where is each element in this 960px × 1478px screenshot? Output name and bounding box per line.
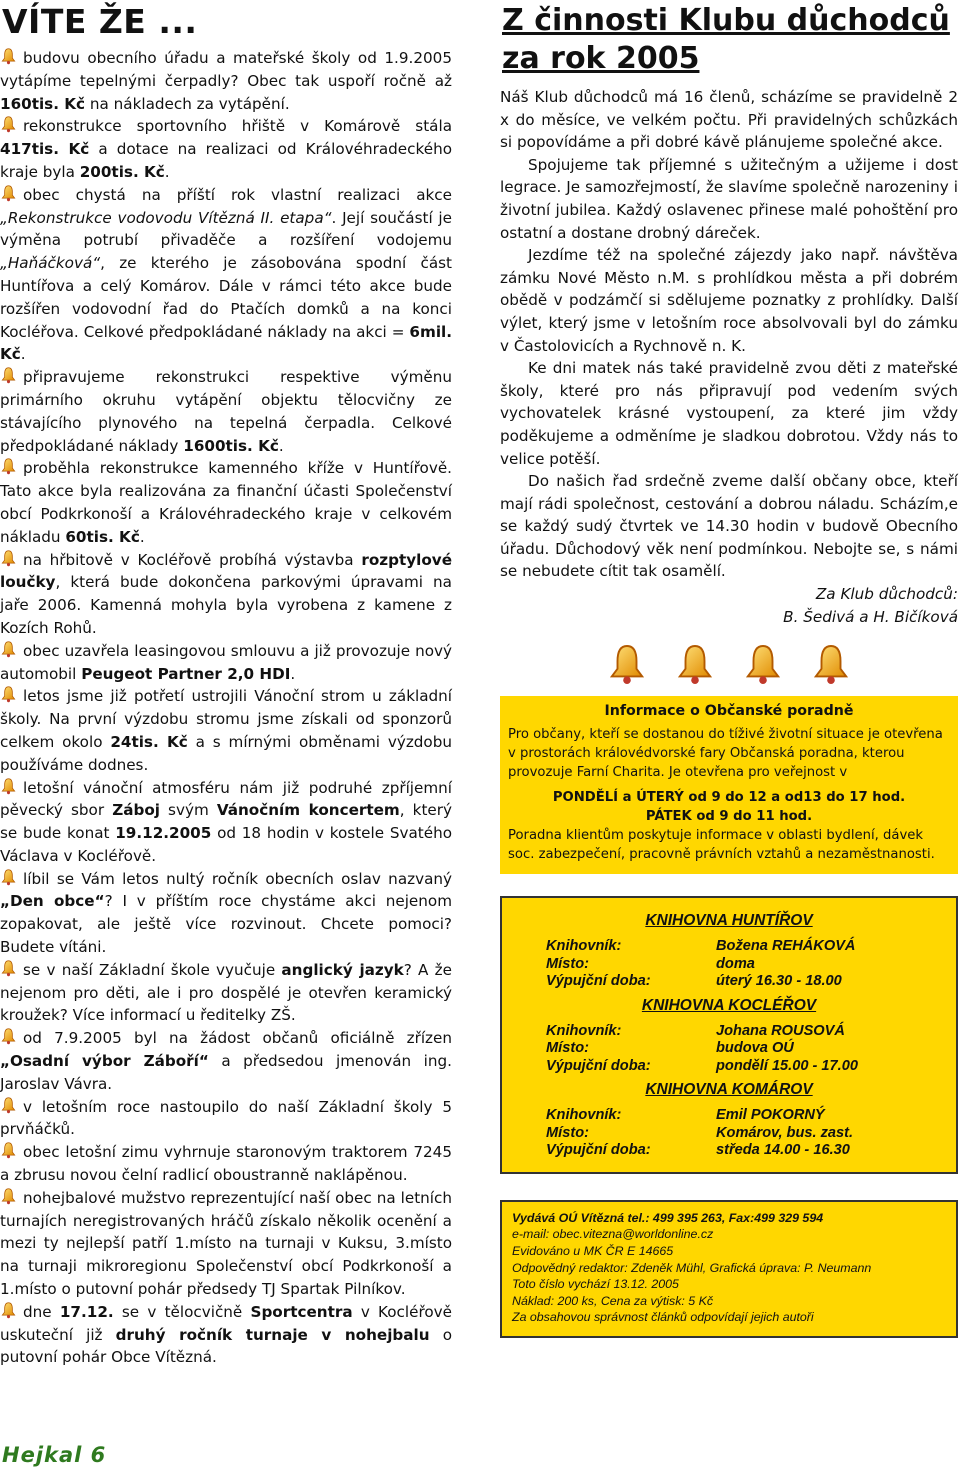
news-item-text: proběhla rekonstrukce kamenného kříže v Huntířově. Tato akce byla realizována za finanční účasti Společenství obcí Podkrkonoší a Královéhradeckého kraje v celkovém nákladu — [0, 459, 452, 546]
klub-signature-line-1: Za Klub důchodců: — [815, 585, 958, 604]
knihovna-table — [546, 1023, 858, 1076]
news-item-text: líbil se Vám letos nultý ročník obecních oslav nazvaný — [23, 869, 452, 888]
klub-paragraph-1: Náš Klub důchodců má 16 členů, scházíme se pravidelně 2 x do měsíce, ve velkém počtu. Při pravidelných schůzkách si popovídáme a při dobré kávě plánujeme společné akce. — [500, 88, 958, 152]
klub-paragraph-2: Spojujeme tak příjemné s užitečným a užijeme i dost legrace. Je samozřejmostí, že slavíme společně narozeniny i životní jubilea. Každý oslavenec přinese malé pohoštění pro ostatní a dostane drobný dáreček. — [500, 155, 958, 242]
knihovna-label: Místo: — [546, 1124, 589, 1141]
news-item-highlight: 19.12.2005 — [115, 824, 212, 843]
news-item-highlight: 17.12. — [59, 1302, 114, 1321]
news-item-highlight: Sportcentra — [250, 1302, 353, 1321]
news-item-text: dne — [23, 1302, 60, 1321]
bell-icon — [0, 185, 17, 202]
news-item — [0, 1096, 452, 1142]
knihovna-row — [546, 956, 855, 974]
knihovna-value: Emil POKORNÝ — [716, 1107, 825, 1124]
news-item-text: nohejbalové mužstvo reprezentující naší obec na letních turnajích neregistrovaných hráčů získalo několik ocenění a mezi ty nejlepší patří 1.místo na turnaji v Kuksu, 3.místo na turnaji mikroregionu Společenství obcí Podkrkonoší a 1.místo o putovní pohár předsedy TJ Spartak Pilníkov. — [0, 1188, 452, 1299]
news-item — [0, 1141, 452, 1187]
news-item-highlight: „Rekonstrukce vodovodu Vítězná II. etapa“ — [0, 208, 332, 227]
news-item-text: . — [278, 436, 284, 455]
knihovna-label: Knihovník: — [546, 1022, 622, 1039]
knihovna-label: Výpujční doba: — [546, 1142, 651, 1159]
knihovna-label: Místo: — [546, 955, 589, 972]
bell-icon — [608, 642, 646, 688]
news-item-text: , ze kterého je zásobována spodní část Huntířova a celý Komárov. Dále v rámci této akce bude rozšířen vodovodní řad do Ptačích domků a na konci Kocléřova. Celkové předpokládané náklady na akci = — [0, 254, 452, 341]
news-item-highlight: 160tis. Kč — [0, 94, 86, 113]
knihovna-label: Knihovník: — [546, 1107, 622, 1124]
bell-icon — [0, 778, 17, 795]
news-item-text: na nákladech za vytápění. — [85, 94, 290, 113]
news-item-text: svým — [159, 801, 217, 820]
poradna-title: Informace o Občanské poradně — [604, 703, 854, 720]
klub-title: Z činnosti Klubu důchodců za rok 2005 — [502, 3, 950, 76]
knihovna-label: Výpujční doba: — [546, 973, 651, 990]
knihovna-row — [546, 938, 855, 956]
news-item-highlight: „Osadní výbor Záboří“ — [0, 1052, 209, 1071]
poradna-hours-1: PONDĚLÍ a ÚTERÝ od 9 do 12 a od13 do 17 hod. — [552, 790, 906, 806]
imprint-line: Vydává OÚ Vítězná tel.: 499 395 263, Fax:499 329 594 — [512, 1210, 824, 1225]
news-item-text: a s mírnými obměnami výzdobu používáme dodnes. — [0, 732, 452, 774]
news-item-highlight: Záboj — [112, 801, 160, 820]
news-item — [0, 1027, 452, 1095]
news-item — [0, 1187, 452, 1301]
news-item-highlight: anglický jazyk — [281, 960, 404, 979]
poradna-hours-2: PÁTEK od 9 do 11 hod. — [645, 809, 813, 825]
bell-icon — [676, 642, 714, 688]
imprint-line: Odpovědný redaktor: Zdeněk Mühl, Grafická úprava: P. Neumann — [512, 1260, 872, 1275]
news-item-highlight: 1600tis. Kč — [183, 436, 279, 455]
knihovny-box — [500, 896, 958, 1174]
bell-icon — [744, 642, 782, 688]
knihovna-value: středa 14.00 - 16.30 — [716, 1142, 850, 1159]
bell-icon — [0, 641, 17, 658]
knihovna-row — [546, 973, 855, 991]
left-column — [0, 0, 452, 1369]
knihovna-table — [546, 938, 855, 991]
bell-icon — [812, 642, 850, 688]
news-item-text: . — [20, 345, 26, 364]
news-item — [0, 685, 452, 776]
knihovna-value: doma — [716, 955, 755, 972]
news-item-text: . — [139, 527, 145, 546]
news-item-text: . — [164, 162, 170, 181]
news-item-text: letos jsme již potřetí ustrojili Vánoční strom u základní školy. Na první výzdobu stromu jsme získali od sponzorů celkem okolo — [0, 687, 452, 751]
footer-page-label: Hejkal 6 — [2, 1443, 107, 1467]
news-item-text: obec letošní zimu vyhrnuje staronovým traktorem 7245 a zbrusu novou čelní radlicí oboustranně naklápěnou. — [0, 1143, 452, 1185]
news-item-text: a dotace na realizaci od Královéhradeckého kraje byla — [0, 140, 452, 181]
news-item — [0, 959, 452, 1027]
news-item-text: od 7.9.2005 byl na žádost občanů oficiálně zřízen — [23, 1029, 452, 1048]
news-item — [0, 115, 452, 183]
bell-icon — [0, 1028, 17, 1045]
poradna-text-2: Poradna klientům poskytuje informace v oblasti bydlení, dávek soc. zabezpečení, pracovně právních vztahů a nezaměstnanosti. — [508, 828, 935, 863]
poradna-text-1: Pro občany, kteří se dostanou do tíživé životní situace je otevřena v prostorách královédvorské fary Občanská poradna, kterou provozuje Farní Charita. Je otevřena pro veřejnost v — [508, 727, 943, 781]
knihovna-title: KNIHOVNA HUNTÍŘOV — [645, 912, 813, 930]
knihovna-row — [546, 1040, 858, 1058]
news-item-highlight: 24tis. Kč — [110, 732, 188, 751]
news-item — [0, 868, 452, 959]
knihovna-title: KNIHOVNA KOMÁROV — [645, 1081, 813, 1099]
bell-icon — [0, 869, 17, 886]
bell-icon — [0, 458, 17, 475]
bell-icon — [0, 1302, 17, 1319]
news-item-highlight: 417tis. Kč — [0, 140, 90, 159]
knihovna-row — [546, 1142, 853, 1160]
news-item — [0, 366, 452, 457]
news-item — [0, 1301, 452, 1369]
news-item-text: na hřbitově v Kocléřově probíhá výstavba — [23, 550, 362, 569]
news-item-text: . Její součástí je výměna potrubí přivaděče a rozšíření vodojemu — [0, 208, 452, 250]
news-list — [0, 47, 452, 1369]
imprint-line: Evidováno u MK ČR E 14665 — [512, 1243, 674, 1258]
news-item-text: v Kocléřově uskuteční již — [0, 1302, 452, 1344]
bell-icon — [0, 367, 17, 384]
bell-icon — [0, 686, 17, 703]
bell-icon — [0, 550, 17, 567]
bell-icon — [0, 1188, 17, 1205]
knihovna-value: Komárov, bus. zast. — [716, 1124, 854, 1141]
news-item-text: , která bude dokončena parkovými úpravami na jaře 2006. Kamenná mohyla byla vyrobena z kamene z Kozích Rohů. — [0, 573, 452, 637]
knihovna-value: Božena REHÁKOVÁ — [716, 938, 856, 955]
knihovna-value: Johana ROUSOVÁ — [716, 1022, 845, 1039]
news-item-text: rekonstrukce sportovního hřiště v Komárově stála — [23, 117, 452, 136]
news-item-highlight: „Den obce“ — [0, 892, 105, 911]
klub-paragraph-3: Jezdíme též na společné zájezdy jako např. návštěva zámku Nové Město n.M. s prohlídkou města a při dobrém obědě v podzámčí si sdělujeme poznatky z prohlídky. Další výlet, který jsme v letošním roce absolvovali byl do zámku v Častolovicích a Rychnově n. K. — [500, 246, 958, 355]
news-item-highlight: Vánočním koncertem — [216, 801, 400, 820]
news-item — [0, 457, 452, 548]
news-item-text: , který se bude konat — [0, 801, 453, 843]
knihovna-label: Knihovník: — [546, 938, 622, 955]
knihovna-table — [546, 1107, 853, 1160]
news-item-text: od 18 hodin v kostele Svatého Václava v Kocléřově. — [0, 824, 452, 865]
news-item-highlight: 60tis. Kč — [65, 527, 140, 546]
news-item-text: a předsedou jmenován ing. Jaroslav Vávra. — [0, 1052, 452, 1093]
knihovna-row — [546, 1125, 853, 1143]
bell-icon — [0, 1097, 17, 1114]
imprint-line: Za obsahovou správnost článků odpovídají jejich autoři — [512, 1310, 814, 1325]
news-item-text: se v naší Základní škole vyučuje — [23, 960, 282, 979]
page-title: VÍTE ŽE ... — [2, 2, 198, 41]
knihovna-value: budova OÚ — [716, 1040, 794, 1057]
news-item — [0, 549, 452, 640]
news-item-highlight: rozptylové loučky — [0, 550, 452, 592]
knihovna-row — [546, 1107, 853, 1125]
news-item-highlight: 200tis. Kč — [79, 162, 165, 181]
news-item-text: se v tělocvičně — [113, 1302, 251, 1321]
news-item-highlight: druhý ročník turnaje v nohejbalu — [115, 1325, 430, 1344]
imprint-line: Toto číslo vychází 13.12. 2005 — [512, 1277, 679, 1292]
knihovna-title: KNIHOVNA KOCLÉŘOV — [641, 996, 817, 1014]
imprint-line: e-mail: obec.vitezna@worldonline.cz — [512, 1227, 714, 1242]
knihovna-value: pondělí 15.00 - 17.00 — [716, 1057, 858, 1074]
news-item-text: ? A že nejenom pro děti, ale i pro dospělé je otevřen keramický kroužek? Více informací u ředitelky ZŠ. — [0, 960, 452, 1025]
news-item — [0, 184, 452, 366]
news-item-text: letošní vánoční atmosféru nám již podruhé zpříjemní pěvecký sbor — [0, 778, 452, 820]
knihovna-label: Místo: — [546, 1040, 589, 1057]
knihovna-row — [546, 1023, 858, 1041]
knihovna-value: úterý 16.30 - 18.00 — [716, 973, 842, 990]
news-item-text: v letošním roce nastoupilo do naší Základní školy 5 prvňáčků. — [0, 1097, 452, 1139]
news-item-text: obec chystá na příští rok vlastní realizaci akce — [23, 185, 452, 204]
klub-paragraph-5: Do našich řad srdečně zveme další občany obce, kteří mají rádi společnost, cestování a dobrou náladu. Scházím,e se každý sudý čtvrtek ve 14.30 hodin v budově Obecního úřadu. Důchodový věk není podmínkou. Nebojte se, s námi se nebudete cítit tak osamělí. — [500, 472, 958, 581]
news-item-highlight: 6mil. Kč — [0, 322, 452, 364]
bell-icon — [0, 1142, 17, 1159]
bell-icon — [0, 48, 17, 65]
bell-icon — [0, 960, 17, 977]
news-item-text: ? I v příštím roce chystáme akci nejenom zopakovat, ale ještě více rozvinout. Chcete pomoci? Budete vítáni. — [0, 892, 452, 957]
knihovna-row — [546, 1058, 858, 1076]
poradna-box — [500, 696, 958, 874]
news-item-highlight: „Haňáčková“ — [0, 254, 101, 273]
imprint-line: Náklad: 200 ks, Cena za výtisk: 5 Kč — [512, 1293, 714, 1308]
news-item — [0, 47, 452, 115]
news-item-highlight: Peugeot Partner 2,0 HDI — [81, 664, 291, 683]
bells-decoration — [500, 642, 958, 688]
klub-signature-line-2: B. Šedivá a H. Bičíková — [783, 607, 958, 626]
news-item-text: o putovní pohár Obce Vítězná. — [0, 1325, 452, 1367]
news-item — [0, 640, 452, 686]
klub-paragraph-4: Ke dni matek nás také pravidelně zvou děti z mateřské školy, které pro nás připravují pod vedením svých vychovatelek krásné vystoupení, za které jim vždy poděkujeme a odměníme je sladkou dobrotou. Vždy nás to velice potěší. — [500, 359, 958, 468]
news-item-text: . — [290, 664, 296, 683]
imprint-box — [500, 1200, 958, 1338]
news-item-text: budovu obecního úřadu a mateřské školy od 1.9.2005 vytápíme tepelnými čerpadly? Obec tak uspoří ročně až — [0, 49, 452, 90]
news-item-text: připravujeme rekonstrukci respektive výměnu primárního okruhu vytápění objektu tělocvičny ze stávajícího plynového na tepelná čerpadla. Celkové předpokládané náklady — [0, 368, 452, 455]
knihovna-label: Výpujční doba: — [546, 1057, 651, 1074]
news-item-text: obec uzavřela leasingovou smlouvu a již provozuje nový automobil — [0, 641, 452, 683]
news-item — [0, 777, 452, 868]
right-column — [500, 0, 958, 1338]
bell-icon — [0, 116, 17, 133]
